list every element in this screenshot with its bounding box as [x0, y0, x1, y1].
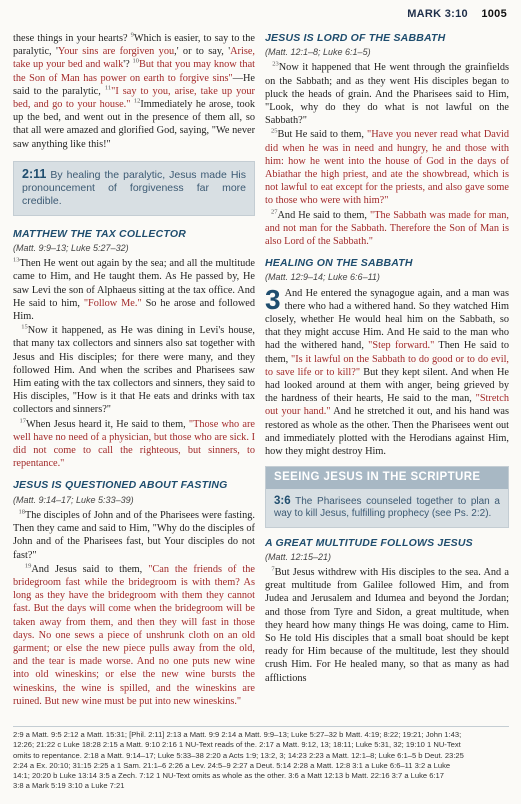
left-paragraph-4: $^{17}$When Jesus heard it, He said to them, "Those who are well have no need of a physician, but those who are sick. I did not come to call the righteous, but sinners, to repentance."	[13, 417, 255, 470]
footnote-divider	[13, 726, 509, 727]
chapter-number: 3	[265, 283, 281, 315]
left-paragraph-3: $^{15}$Now it happened, as He was dining in Levi's house, that many tax collectors and sinners also sat together with Jesus and His disciples; for there were many, and they followed Him. And when the scribes and Pharisees saw Him eating with the tax collectors and sinners, they said to His disciples, "How is it that He eats and drinks with tax collectors and sinners?"	[13, 323, 255, 416]
footnote-line: 14:1; 20:20 b Luke 13:14 3:5 a Zech. 7:12 1 NU-Text omits as whole as the other. 3:6 a Matt 12:13 b Matt. 22:16 3:7 a Luke 6:17	[13, 771, 445, 781]
section-refs-matthew: (Matt. 9:9–13; Luke 5:27–32)	[13, 243, 129, 254]
right-paragraph-1: $^{23}$Now it happened that He went through the grainfields on the Sabbath; and as they went His disciples began to pluck the heads of grain. And the Pharisees said to Him, "Look, why do they do what is not lawful on the Sabbath?"	[265, 60, 509, 127]
page-header	[407, 8, 507, 20]
page-number: 1005	[481, 8, 507, 20]
footnote-line: 3:8 a Mark 5:19 3:10 a Luke 7:21	[13, 781, 125, 791]
left-paragraph-5: $^{18}$The disciples of John and of the Pharisees were fasting. Then they came and said to Him, "Why do the disciples of John and of the Pharisees fast, but Your disciples do not fast?"	[13, 508, 255, 561]
right-paragraph-3: $^{27}$And He said to them, "The Sabbath was made for man, and not man for the Sabbath. Therefore the Son of Man is also Lord of the Sabbath."	[265, 208, 509, 248]
left-paragraph-1: these things in your hearts? $^9$Which is easier, to say to the paralytic, 'Your sins are forgiven you,' or to say, 'Arise, take up your bed and walk'? $^{10}$But that you may know that the Son of Man has power on earth to forgive sins"—He said to the paralytic, $^{11}$"I say to you, arise, take up your bed, and go to your house." $^{12}$Immediately he arose, took up the bed, and went out in the presence of them all, so that all were amazed and glorified God, saying, "We never saw anything like this!"	[13, 31, 256, 150]
right-column	[265, 32, 509, 686]
section-heading-matthew: MATTHEW THE TAX COLLECTOR	[13, 227, 186, 240]
right-paragraph-4: 3 And He entered the synagogue again, and a man was there who had a withered hand. So they watched Him closely, whether He would heal him on the Sabbath, so that they might accuse Him. And He said to the man who had the withered hand, "Step forward." Then He said to them, "Is it lawful on the Sabbath to do good or to do evil, to save life or to kill?" But they kept silent. And when He had looked around at them with anger, being grieved by the hardness of their hearts, He said to the man, "Stretch out your hand." And he stretched it out, and his hand was restored as whole as the other. Then the Pharisees went out and immediately plotted with the Herodians against Him, how they might destroy Him.	[265, 283, 510, 458]
left-paragraph-2: $^{13}$Then He went out again by the sea; and all the multitude came to Him, and He taught them. As He passed by, He saw Levi the son of Alphaeus sitting at the tax office. And He said to him, "Follow Me." So he arose and followed Him.	[13, 256, 255, 323]
section-heading-multitude: A GREAT MULTITUDE FOLLOWS JESUS	[265, 536, 473, 549]
footnote-line: 12:26; 21:22 c Luke 18:28 2:15 a Matt. 9:10 2:16 1 NU-Text reads of the. 2:17 a Matt. 9:12, 13; 18:11; Luke 5:31, 32; 19:10 1 NU-Text	[13, 740, 461, 750]
section-refs-healing: (Matt. 12:9–14; Luke 6:6–11)	[265, 272, 380, 283]
section-refs-multitude: (Matt. 12:15–21)	[265, 551, 332, 562]
right-paragraph-2: $^{25}$But He said to them, "Have you never read what David did when he was in need and hungry, he and those with him: how he went into the house of God in the days of Abiathar the high priest, and ate the showbread, which is not lawful to eat except for the priests, and also gave some to those who were with him?"	[265, 128, 509, 207]
seeing-jesus-text: The Pharisees counseled together to plan a way to kill Jesus, fulfilling prophecy (see Ps. 2:2).	[274, 495, 500, 519]
footnotes	[13, 730, 509, 792]
callout-text: By healing the paralytic, Jesus made His pronouncement of forgiveness far more credible.	[22, 168, 247, 207]
footnote-line: 2:24 a Ex. 20:10; 31:15 2:25 a 1 Sam. 21:1–6 2:26 a Lev. 24:5–9 2:27 a Deut. 5:14 2:28 a Matt. 12:8 3:1 a Luke 6:6–11 3:2 a Luke	[13, 760, 451, 770]
left-paragraph-6: $^{19}$And Jesus said to them, "Can the friends of the bridegroom fast while the bridegroom is with them? As long as they have the bridegroom with them they cannot fast. But the days will come when the bridegroom will be taken away from them, and then they will fast in those days. No one sews a piece of unshrunk cloth on an old garment; or else the new piece pulls away from the old, and the tear is made worse. And no one puts new wine into old wineskins; or else the new wine bursts the wineskins, the wine is spilled, and the wineskins are ruined. But new wine must be put into new wineskins."	[13, 562, 255, 707]
seeing-jesus-box	[265, 466, 509, 527]
right-paragraph-5: $^7$But Jesus withdrew with His disciples to the sea. And a great multitude from Galilee followed Him, and from Judea and Jerusalem and Idumea and beyond the Jordan; and those from Tyre and Sidon, a great multitude, when they heard how many things He was doing, came to Him. So He told His disciples that a small boat should be kept ready for Him because of the multitude, lest they should crush Him. For He healed many, so that as many as had afflictions	[265, 565, 509, 684]
seeing-jesus-body	[266, 489, 508, 527]
running-reference: MARK 3:10	[407, 8, 468, 20]
study-note-callout	[13, 161, 255, 216]
section-heading-lord-of-sabbath: JESUS IS LORD OF THE SABBATH	[265, 32, 446, 44]
section-heading-healing: HEALING ON THE SABBATH	[265, 257, 413, 270]
seeing-jesus-title: SEEING JESUS IN THE SCRIPTURE	[266, 467, 508, 488]
callout-reference: 2:11	[22, 166, 47, 181]
footnote-line: 2:9 a Matt. 9:5 2:12 a Matt. 15:31; [Phil. 2:11] 2:13 a Matt. 9:9 2:14 a Matt. 9:9–13; Luke 5:27–32 b Matt. 4:19; 8:22; 19:21; John 1:43;	[13, 730, 462, 739]
footnote-line: omits to repentance. 2:18 a Matt. 9:14–17; Luke 5:33–38 2:20 a Acts 1:9; 13:2, 3; 14:23 2:23 a Matt. 12:1–8; Luke 6:1–5 b Deut. 23:25	[13, 750, 464, 760]
left-column	[13, 32, 255, 709]
section-refs-lord-of-sabbath: (Matt. 12:1–8; Luke 6:1–5)	[265, 47, 371, 58]
section-refs-fasting: (Matt. 9:14–17; Luke 5:33–39)	[13, 494, 134, 505]
seeing-jesus-reference: 3:6	[274, 494, 291, 507]
section-heading-fasting: JESUS IS QUESTIONED ABOUT FASTING	[13, 479, 228, 492]
